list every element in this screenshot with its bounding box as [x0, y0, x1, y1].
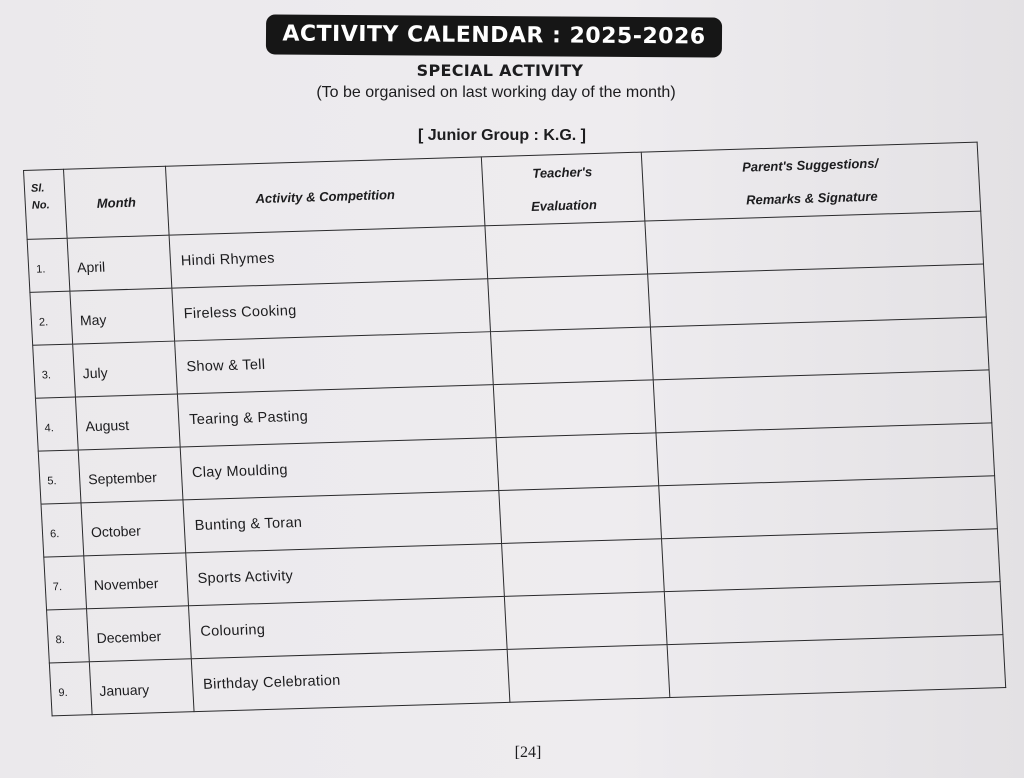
teacher-evaluation-cell[interactable] — [485, 221, 648, 279]
column-header-activity: Activity & Competition — [165, 157, 484, 235]
teacher-evaluation-cell[interactable] — [499, 486, 662, 544]
row-sl-no: 6. — [41, 503, 84, 557]
page-title: ACTIVITY CALENDAR : 2025-2026 — [266, 14, 722, 57]
teacher-evaluation-cell[interactable] — [490, 327, 653, 385]
row-activity: Colouring — [188, 596, 507, 658]
parent-remarks-cell[interactable] — [667, 635, 1006, 698]
row-sl-no: 1. — [27, 238, 70, 292]
row-month: September — [78, 447, 183, 503]
row-activity: Fireless Cooking — [172, 279, 491, 341]
activity-table-container — [23, 141, 1017, 700]
activity-table — [23, 142, 1006, 717]
row-activity: Bunting & Toran — [183, 491, 502, 553]
section-subtitle: SPECIAL ACTIVITY — [416, 61, 584, 80]
teacher-evaluation-cell[interactable] — [504, 592, 667, 650]
row-sl-no: 3. — [33, 344, 76, 398]
page-number: [24] — [514, 744, 542, 761]
column-header-teacher-evaluation — [481, 152, 645, 226]
row-activity: Clay Moulding — [180, 438, 499, 500]
row-month: November — [84, 553, 189, 609]
teacher-evaluation-cell[interactable] — [493, 380, 656, 438]
teacher-evaluation-cell[interactable] — [488, 274, 651, 332]
row-activity: Sports Activity — [186, 543, 505, 605]
teacher-evaluation-cell[interactable] — [496, 433, 659, 491]
row-month: October — [81, 500, 186, 556]
row-sl-no: 9. — [49, 662, 92, 716]
row-sl-no: 8. — [47, 609, 90, 663]
row-month: July — [73, 341, 178, 397]
row-sl-no: 7. — [44, 556, 87, 610]
row-month: December — [87, 606, 192, 662]
teacher-evaluation-cell[interactable] — [507, 645, 670, 703]
schedule-note: (To be organised on last working day of the month) — [316, 84, 676, 101]
row-sl-no: 4. — [35, 397, 78, 451]
teacher-evaluation-cell[interactable] — [502, 539, 665, 597]
column-header-sl-no — [24, 169, 68, 239]
row-month: January — [89, 659, 194, 715]
row-sl-no: 5. — [38, 450, 81, 504]
row-activity: Birthday Celebration — [191, 649, 510, 711]
sl-header-line1: Sl. — [30, 182, 45, 195]
row-month: April — [67, 235, 172, 291]
parent-header-line2: Remarks & Signature — [745, 188, 878, 208]
row-activity: Hindi Rhymes — [169, 226, 488, 288]
row-month: August — [75, 394, 180, 450]
row-sl-no: 2. — [30, 291, 73, 345]
column-header-month: Month — [64, 166, 170, 238]
row-activity: Tearing & Pasting — [177, 385, 496, 447]
row-month: May — [70, 288, 175, 344]
column-header-parent-remarks — [641, 142, 980, 221]
eval-header-line2: Evaluation — [530, 197, 598, 214]
group-label: [ Junior Group : K.G. ] — [418, 127, 586, 144]
parent-header-line1: Parent's Suggestions/ — [741, 155, 879, 175]
row-activity: Show & Tell — [175, 332, 494, 394]
eval-header-line1: Teacher's — [531, 164, 593, 181]
sl-header-line2: No. — [31, 199, 50, 212]
